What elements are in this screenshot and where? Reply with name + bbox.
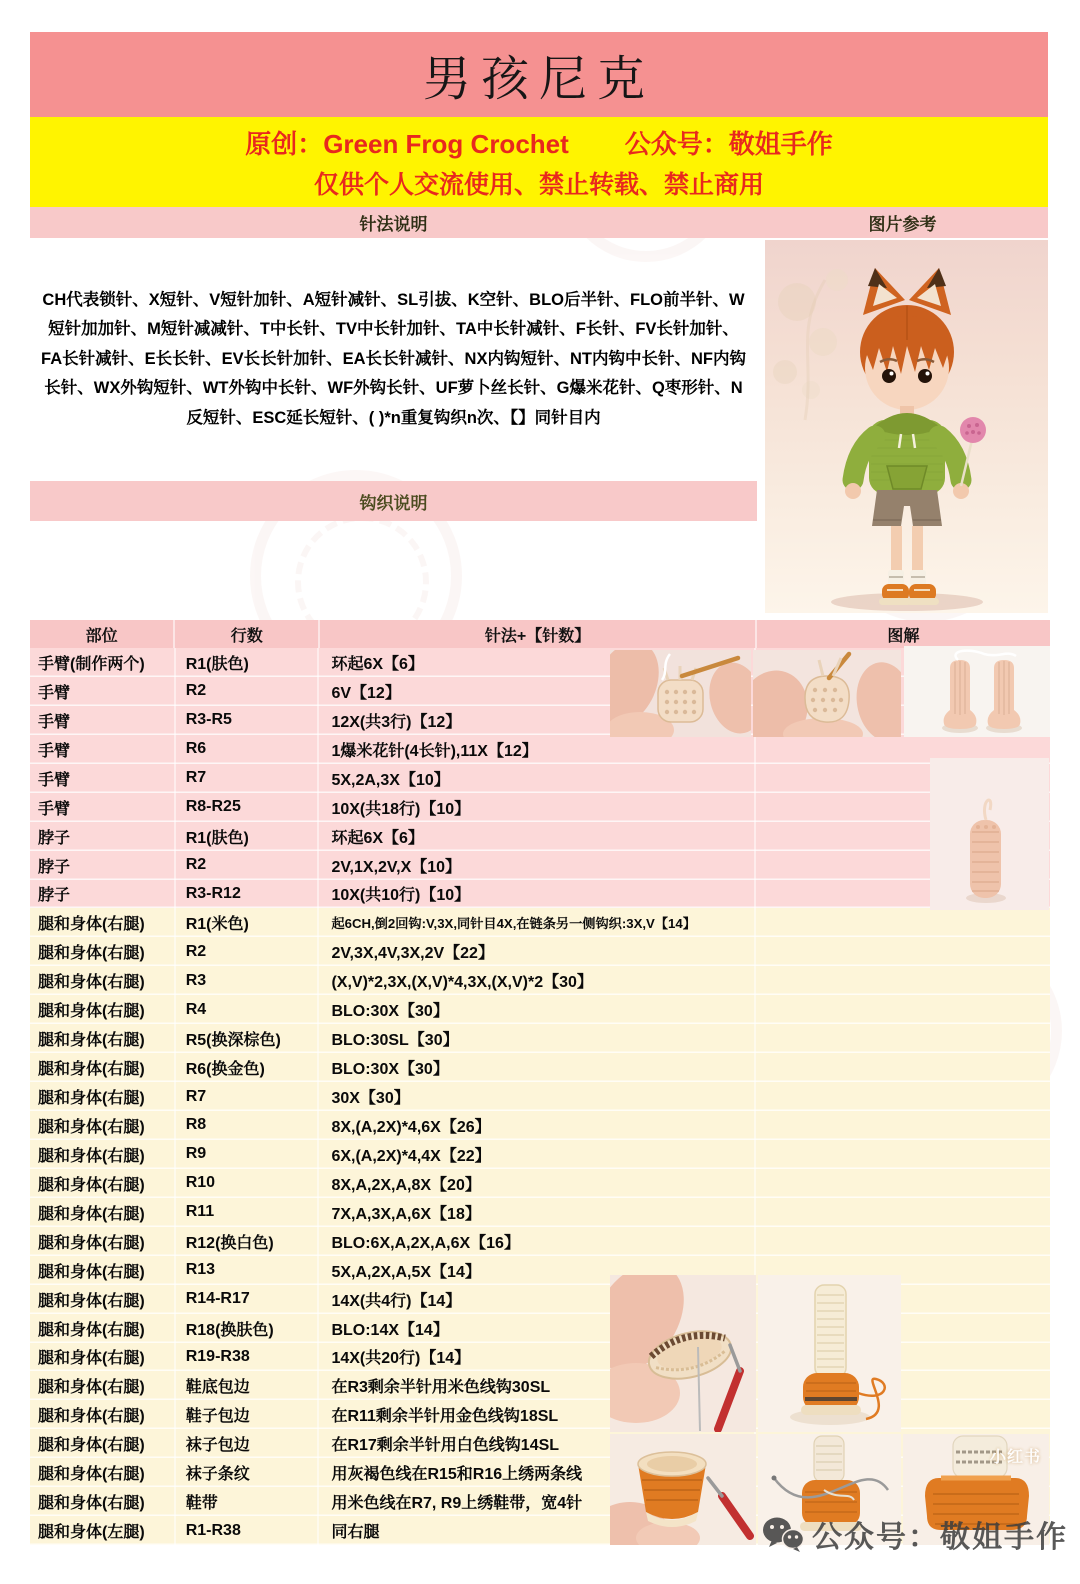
process-photo-hands-2 — [753, 650, 901, 737]
cell-part: 手臂 — [30, 735, 176, 764]
table-row — [30, 1198, 1050, 1227]
cell-diagram — [756, 1111, 1050, 1140]
cell-stitches: (X,V)*2,3X,(X,V)*4,3X,(X,V)*2【30】 — [319, 966, 755, 995]
cell-diagram — [756, 995, 1050, 1024]
cell-part: 腿和身体(右腿) — [30, 1429, 176, 1458]
table-row — [30, 880, 1050, 909]
cell-part: 腿和身体(右腿) — [30, 995, 176, 1024]
title-bar — [30, 32, 1048, 117]
cell-part: 腿和身体(右腿) — [30, 1400, 176, 1429]
subheader-bar — [30, 207, 1048, 238]
process-photo-hands-1 — [610, 650, 751, 737]
cell-rows: 鞋子包边 — [176, 1400, 320, 1429]
cell-part: 手臂 — [30, 706, 176, 735]
cell-stitches: 5X,2A,3X【10】 — [319, 764, 755, 793]
cell-rows: R6 — [176, 735, 320, 764]
cell-part: 脖子 — [30, 822, 176, 851]
cell-stitches: 用米色线在R7, R9上绣鞋带，宽4针 — [319, 1487, 755, 1516]
process-photo-leg-shoe — [758, 1275, 901, 1432]
table-row — [30, 937, 1050, 966]
cell-part: 腿和身体(右腿) — [30, 1487, 176, 1516]
doll-illustration — [765, 240, 1048, 613]
cell-part: 腿和身体(右腿) — [30, 1343, 176, 1372]
cell-part: 腿和身体(右腿) — [30, 1053, 176, 1082]
cell-stitches: 在R17剩余半针用白色线钩14SL — [319, 1429, 755, 1458]
cell-part: 腿和身体(右腿) — [30, 1458, 176, 1487]
table-row — [30, 1024, 1050, 1053]
cell-stitches: BLO:30X【30】 — [319, 1053, 755, 1082]
cell-stitches: 用灰褐色线在R15和R16上绣两条线 — [319, 1458, 755, 1487]
cell-rows: R18(换肤色) — [176, 1314, 320, 1343]
cell-part: 腿和身体(右腿) — [30, 1082, 176, 1111]
cell-part: 腿和身体(右腿) — [30, 937, 176, 966]
cell-rows: R19-R38 — [176, 1343, 320, 1372]
cell-rows: R12(换白色) — [176, 1227, 320, 1256]
cell-part: 腿和身体(右腿) — [30, 1371, 176, 1400]
cell-rows: R3 — [176, 966, 320, 995]
cell-part: 腿和身体(右腿) — [30, 1169, 176, 1198]
cell-rows: 鞋底包边 — [176, 1371, 320, 1400]
table-row — [30, 908, 1050, 937]
credit-banner — [30, 117, 1048, 207]
cell-rows: R2 — [176, 677, 320, 706]
cell-stitches: BLO:14X【14】 — [319, 1314, 755, 1343]
cell-stitches: BLO:30X【30】 — [319, 995, 755, 1024]
table-row — [30, 1111, 1050, 1140]
doll-reference-photo — [765, 240, 1048, 613]
cell-part: 脖子 — [30, 851, 176, 880]
table-row — [30, 851, 1050, 880]
page-title: 男孩尼克 — [422, 51, 655, 107]
section-crochet-instructions: 钩织说明 — [359, 493, 428, 513]
cell-stitches: 5X,A,2X,A,5X【14】 — [319, 1256, 755, 1285]
cell-stitches: 8X,A,2X,A,8X【20】 — [319, 1169, 755, 1198]
cell-stitches: 7X,A,3X,A,6X【18】 — [319, 1198, 755, 1227]
cell-diagram — [756, 1140, 1050, 1169]
table-header — [30, 620, 1050, 648]
cell-stitches: 在R3剩余半针用米色线钩30SL — [319, 1371, 755, 1400]
col-header-stitches: 针法+【针数】 — [320, 620, 756, 648]
col-header-rows: 行数 — [175, 620, 320, 648]
cell-rows: R14-R17 — [176, 1285, 320, 1314]
cell-diagram — [756, 1198, 1050, 1227]
cell-rows: 鞋带 — [176, 1487, 320, 1516]
cell-diagram — [756, 1082, 1050, 1111]
cell-stitches: 环起6X【6】 — [319, 822, 755, 851]
credit-line-2 — [314, 165, 764, 201]
table-row — [30, 1053, 1050, 1082]
cell-stitches: 在R11剩余半针用金色线钩18SL — [319, 1400, 755, 1429]
cell-part: 腿和身体(右腿) — [30, 908, 176, 937]
cell-rows: R6(换金色) — [176, 1053, 320, 1082]
cell-stitches: 12X(共3行)【12】 — [319, 706, 755, 735]
table-row — [30, 735, 1050, 764]
table-row — [30, 1140, 1050, 1169]
stitch-notes-text: CH代表锁针、X短针、V短针加针、A短针减针、SL引拔、K空针、BLO后半针、FLO前半针、W短针加加针、M短针减减针、T中长针、TV中长针加针、TA中长针减针、F长针、FV长针加针、FA长针减针、E长长针、EV长长针加针、EA长长针减针、NX内钩短针、NT内钩中长针、NF内钩长针、WX外钩短针、WT外钩中长针、WF外钩长针、UF萝卜丝长针、G爆米花针、Q枣形针、N反短针、ESC延长短针、( )*n重复钩织n次、【】同针目内 — [41, 291, 746, 427]
cell-part: 腿和身体(右腿) — [30, 1111, 176, 1140]
cell-rows: R9 — [176, 1140, 320, 1169]
cell-diagram — [756, 1169, 1050, 1198]
cell-part: 手臂 — [30, 793, 176, 822]
cell-diagram — [756, 966, 1050, 995]
cell-part: 腿和身体(右腿) — [30, 966, 176, 995]
table-row — [30, 1169, 1050, 1198]
cell-rows: R10 — [176, 1169, 320, 1198]
cell-part: 腿和身体(右腿) — [30, 1285, 176, 1314]
cell-rows: R1(肤色) — [176, 648, 320, 677]
cell-rows: R1(米色) — [176, 908, 320, 937]
cell-rows: 袜子条纹 — [176, 1458, 320, 1487]
cell-rows: R8 — [176, 1111, 320, 1140]
cell-part: 腿和身体(右腿) — [30, 1227, 176, 1256]
cell-rows: R3-R12 — [176, 880, 320, 909]
cell-part: 腿和身体(左腿) — [30, 1516, 176, 1545]
col-header-part: 部位 — [30, 620, 175, 648]
stitch-notes — [30, 238, 757, 481]
cell-rows: R2 — [176, 851, 320, 880]
cell-diagram — [756, 908, 1050, 937]
cell-stitches: 14X(共4行)【14】 — [319, 1285, 755, 1314]
cell-rows: R13 — [176, 1256, 320, 1285]
credit-origin: 原创：Green Frog Crochet — [245, 128, 569, 159]
cell-stitches: 14X(共20行)【14】 — [319, 1343, 755, 1372]
cell-stitches: 8X,(A,2X)*4,6X【26】 — [319, 1111, 755, 1140]
cell-part: 手臂(制作两个) — [30, 648, 176, 677]
cell-stitches: 10X(共18行)【10】 — [319, 793, 755, 822]
cell-stitches: 2V,1X,2V,X【10】 — [319, 851, 755, 880]
table-row — [30, 995, 1050, 1024]
cell-stitches: 环起6X【6】 — [319, 648, 755, 677]
table-row — [30, 822, 1050, 851]
cell-part: 脖子 — [30, 880, 176, 909]
cell-stitches: 30X【30】 — [319, 1082, 755, 1111]
table-row — [30, 764, 1050, 793]
cell-part: 腿和身体(右腿) — [30, 1198, 176, 1227]
process-photo-arm-pieces — [904, 646, 1050, 737]
cell-diagram — [756, 1227, 1050, 1256]
cell-stitches: 1爆米花针(4长针),11X【12】 — [319, 735, 755, 764]
table-row — [30, 1082, 1050, 1111]
cell-rows: R4 — [176, 995, 320, 1024]
cell-rows: R1(肤色) — [176, 822, 320, 851]
cell-rows: R3-R5 — [176, 706, 320, 735]
cell-stitches: 6X,(A,2X)*4,4X【22】 — [319, 1140, 755, 1169]
cell-rows: R11 — [176, 1198, 320, 1227]
cell-stitches: 6V【12】 — [319, 677, 755, 706]
cell-stitches: BLO:6X,A,2X,A,6X【16】 — [319, 1227, 755, 1256]
cell-stitches: 2V,3X,4V,3X,2V【22】 — [319, 937, 755, 966]
cell-part: 手臂 — [30, 677, 176, 706]
cell-rows: R1-R38 — [176, 1516, 320, 1545]
process-photo-sole-edging — [610, 1275, 756, 1432]
cell-rows: R8-R25 — [176, 793, 320, 822]
cell-rows: R7 — [176, 764, 320, 793]
cell-part: 腿和身体(右腿) — [30, 1140, 176, 1169]
cell-part: 腿和身体(右腿) — [30, 1314, 176, 1343]
cell-stitches: BLO:30SL【30】 — [319, 1024, 755, 1053]
credit-notice: 仅供个人交流使用、禁止转载、禁止商用 — [313, 170, 764, 199]
table-row — [30, 966, 1050, 995]
col-header-diagram: 图解 — [887, 627, 920, 645]
cell-diagram — [756, 1053, 1050, 1082]
process-photo-neck-piece — [930, 758, 1049, 910]
wechat-icon — [762, 1516, 804, 1552]
cell-rows: R7 — [176, 1082, 320, 1111]
credit-account: 公众号：敬姐手作 — [624, 128, 833, 159]
photo-badge-xiaohongshu: 小红书 — [989, 1449, 1041, 1466]
cell-part: 腿和身体(右腿) — [30, 1256, 176, 1285]
table-row — [30, 1227, 1050, 1256]
cell-rows: R5(换深棕色) — [176, 1024, 320, 1053]
cell-stitches: 同右腿 — [319, 1516, 755, 1545]
cell-stitches: 10X(共10行)【10】 — [319, 880, 755, 909]
cell-part: 手臂 — [30, 764, 176, 793]
bottom-watermark — [762, 1512, 1068, 1556]
table-row — [30, 793, 1050, 822]
bottom-watermark-text: 公众号：敬姐手作 — [812, 1521, 1068, 1554]
section-photo-reference: 图片参考 — [868, 215, 937, 234]
process-photo-shoe-edging — [610, 1434, 756, 1545]
cell-rows: 袜子包边 — [176, 1429, 320, 1458]
credit-line-1 — [245, 124, 833, 161]
cell-stitches: 起6CH,倒2回钩:V,3X,同针目4X,在链条另一侧钩织:3X,V【14】 — [319, 908, 755, 937]
cell-diagram — [756, 1024, 1050, 1053]
section-stitch-guide: 针法说明 — [359, 215, 428, 234]
cell-rows: R2 — [176, 937, 320, 966]
crochet-instructions-bar — [30, 481, 757, 521]
cell-part: 腿和身体(右腿) — [30, 1024, 176, 1053]
cell-diagram — [756, 937, 1050, 966]
